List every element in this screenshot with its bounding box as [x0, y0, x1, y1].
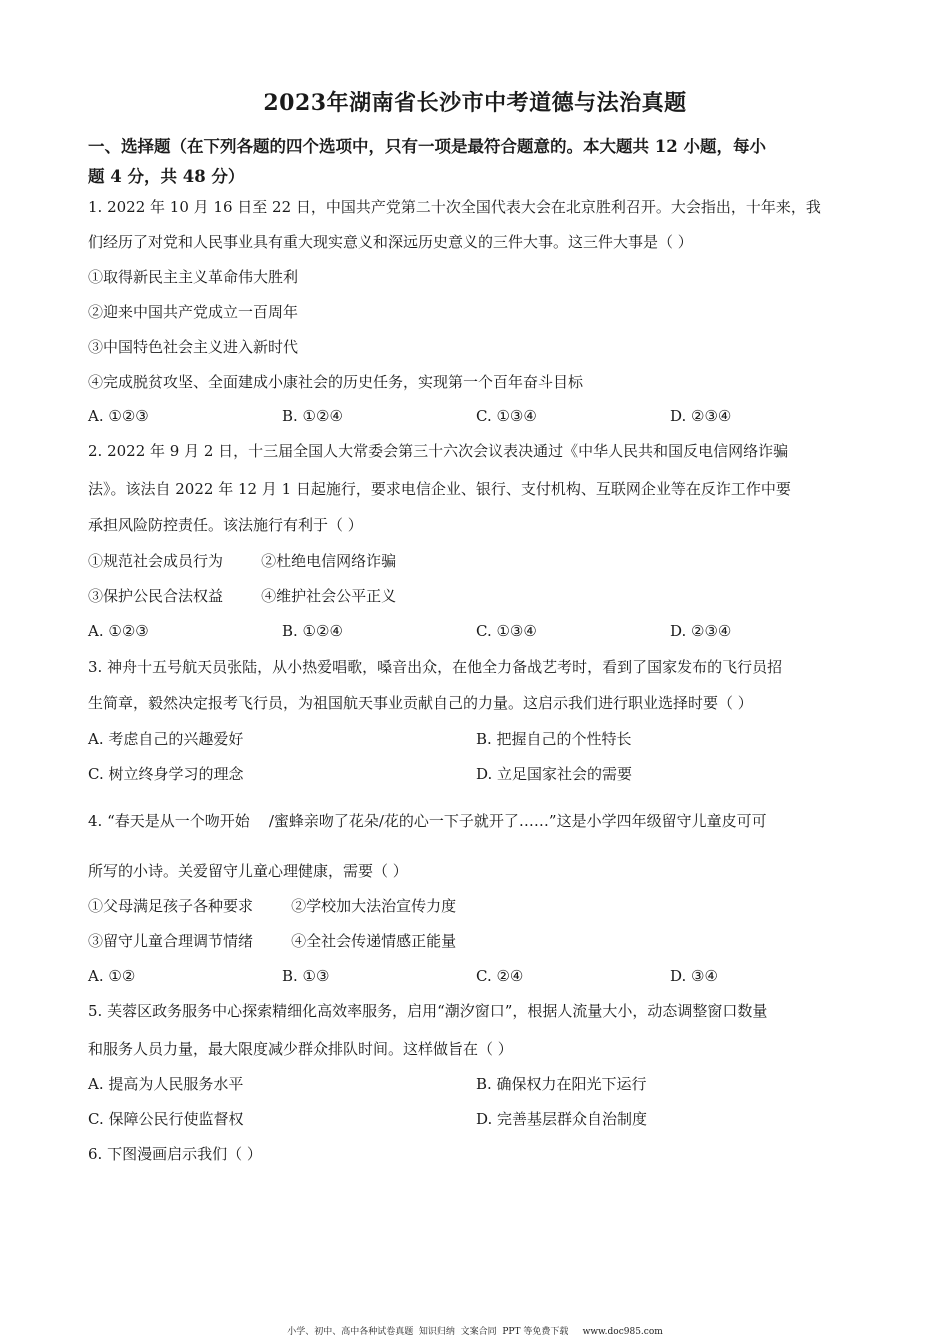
- q3-option-c: C. 树立终身学习的理念: [88, 765, 244, 783]
- q5-stem-line2: 和服务人员力量，最大限度减少群众排队时间。这样做旨在（ ）: [88, 1040, 513, 1058]
- q2-stem-line2: 法》。该法自 2022 年 12 月 1 日起施行，要求电信企业、银行、支付机构、互联网企业等在反诈工作中要: [88, 480, 791, 498]
- q4-option-c: C. ②④: [476, 967, 524, 985]
- q4-option-a: A. ①②: [88, 967, 136, 985]
- q2-option-c: C. ①③④: [476, 622, 537, 640]
- section-heading-line2: 题 4 分，共 48 分）: [88, 167, 245, 186]
- q5-option-b: B. 确保权力在阳光下运行: [476, 1075, 647, 1093]
- q5-option-d: D. 完善基层群众自治制度: [476, 1110, 648, 1128]
- q3-stem-line2: 生简章，毅然决定报考飞行员，为祖国航天事业贡献自己的力量。这启示我们进行职业选择时要（ ）: [88, 694, 753, 712]
- q2-option-d: D. ②③④: [670, 622, 732, 640]
- q1-statement-2: ②迎来中国共产党成立一百周年: [88, 303, 299, 321]
- q6-stem-line1: 6. 下图漫画启示我们（ ）: [88, 1145, 262, 1163]
- q2-stem-line3: 承担风险防控责任。该法施行有利于（ ）: [88, 516, 363, 534]
- q3-option-d: D. 立足国家社会的需要: [476, 765, 633, 783]
- q4-option-b: B. ①③: [282, 967, 330, 985]
- q4-stem-line2: 所写的小诗。关爱留守儿童心理健康，需要（ ）: [88, 862, 408, 880]
- q2-statements-1-2: ①规范社会成员行为 ②杜绝电信网络诈骗: [88, 552, 397, 570]
- q3-option-b: B. 把握自己的个性特长: [476, 730, 632, 748]
- page-title: 2023年湖南省长沙市中考道德与法治真题: [263, 90, 687, 116]
- q5-option-a: A. 提高为人民服务水平: [88, 1075, 244, 1093]
- section-heading-line1: 一、选择题（在下列各题的四个选项中，只有一项是最符合题意的。本大题共 12 小题，每小: [88, 137, 766, 156]
- q1-option-a: A. ①②③: [88, 407, 149, 425]
- q3-stem-line1: 3. 神舟十五号航天员张陆，从小热爱唱歌，嗓音出众，在他全力备战艺考时，看到了国家发布的飞行员招: [88, 658, 783, 676]
- q3-option-a: A. 考虑自己的兴趣爱好: [88, 730, 244, 748]
- q1-statement-1: ①取得新民主主义革命伟大胜利: [88, 268, 299, 286]
- q4-statements-3-4: ③留守儿童合理调节情绪 ④全社会传递情感正能量: [88, 932, 457, 950]
- q1-statement-3: ③中国特色社会主义进入新时代: [88, 338, 299, 356]
- q4-statements-1-2: ①父母满足孩子各种要求 ②学校加大法治宣传力度: [88, 897, 457, 915]
- q2-option-b: B. ①②④: [282, 622, 343, 640]
- q5-option-c: C. 保障公民行使监督权: [88, 1110, 244, 1128]
- q1-stem-line2: 们经历了对党和人民事业具有重大现实意义和深远历史意义的三件大事。这三件大事是（ ）: [88, 233, 693, 251]
- q5-stem-line1: 5. 芙蓉区政务服务中心探索精细化高效率服务，启用“潮汐窗口”，根据人流量大小，动态调整窗口数量: [88, 1002, 768, 1020]
- q4-option-d: D. ③④: [670, 967, 718, 985]
- q1-option-d: D. ②③④: [670, 407, 732, 425]
- q2-stem-line1: 2. 2022 年 9 月 2 日，十三届全国人大常委会第三十六次会议表决通过《中华人民共和国反电信网络诈骗: [88, 442, 789, 460]
- q1-option-c: C. ①③④: [476, 407, 537, 425]
- q2-statements-3-4: ③保护公民合法权益 ④维护社会公平正义: [88, 587, 397, 605]
- q1-stem-line1: 1. 2022 年 10 月 16 日至 22 日，中国共产党第二十次全国代表大会在北京胜利召开。大会指出，十年来，我: [88, 198, 821, 216]
- q2-option-a: A. ①②③: [88, 622, 149, 640]
- page-footer: 小学、初中、高中各种试卷真题 知识归纳 文案合同 PPT 等免费下载 www.doc985.com: [287, 1327, 663, 1337]
- q1-statement-4: ④完成脱贫攻坚、全面建成小康社会的历史任务，实现第一个百年奋斗目标: [88, 373, 584, 391]
- q1-option-b: B. ①②④: [282, 407, 343, 425]
- q4-stem-line1: 4. “春天是从一个吻开始 /蜜蜂亲吻了花朵/花的心一下子就开了……”这是小学四年级留守儿童皮可可: [88, 812, 767, 830]
